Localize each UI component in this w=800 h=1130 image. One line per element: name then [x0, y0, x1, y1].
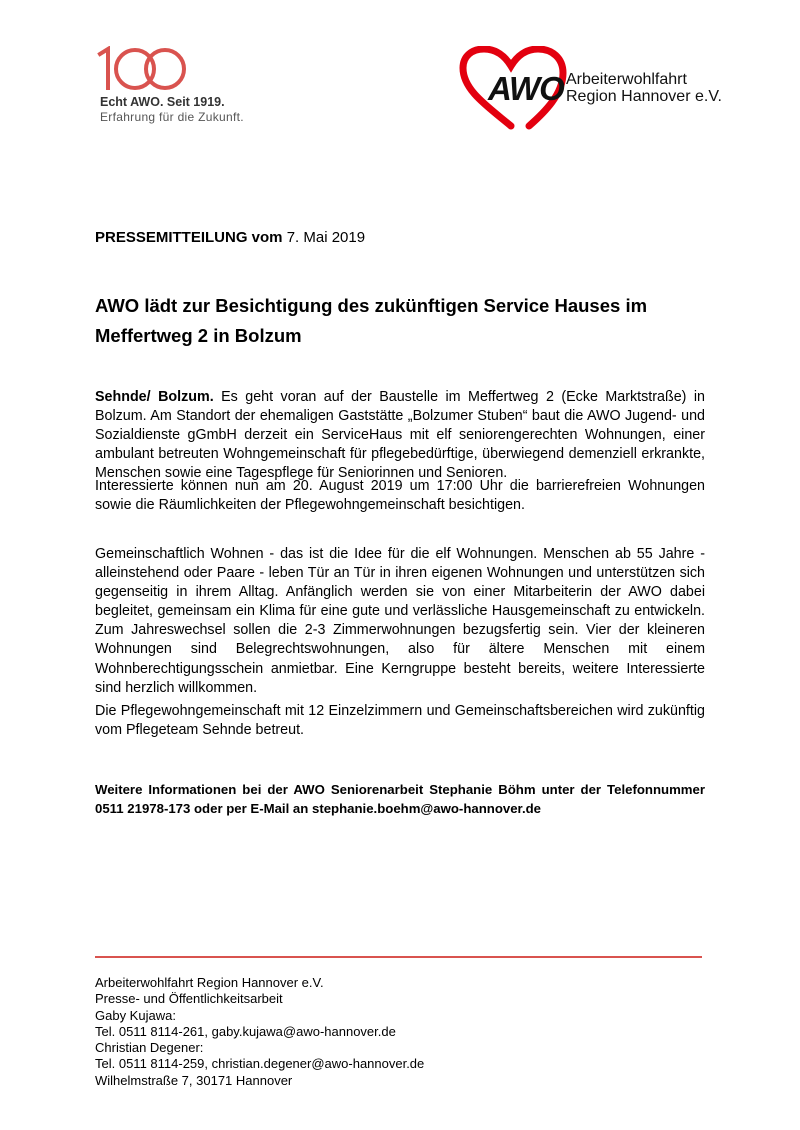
anniversary-slogan: Echt AWO. Seit 1919.	[100, 95, 225, 109]
anniversary-100-icon	[94, 46, 194, 92]
anniversary-tagline: Erfahrung für die Zukunft.	[100, 110, 244, 124]
awo-org-region: Region Hannover e.V.	[566, 88, 722, 105]
paragraph-visit: Interessierte können nun am 20. August 2019 um 17:00 Uhr die barrierefreien Wohnungen sowie die Räumlichkeiten der Pflegewohngemeinschaft besichtigen.	[95, 478, 705, 514]
paragraph-care: Die Pflegewohngemeinschaft mit 12 Einzelzimmern und Gemeinschaftsbereichen wird zukünftig vom Pflegeteam Sehnde betreut.	[95, 703, 705, 739]
press-release-label: PRESSEMITTEILUNG vom	[95, 229, 283, 246]
press-release-line	[95, 229, 365, 246]
awo-org-name: Arbeiterwohlfahrt	[566, 71, 687, 88]
headline: AWO lädt zur Besichtigung des zukünftigen Service Hauses im Meffertweg 2 in Bolzum	[95, 295, 648, 346]
footer-divider	[95, 956, 702, 958]
paragraph-intro	[95, 388, 705, 483]
footer-line: Wilhelmstraße 7, 30171 Hannover	[95, 1072, 293, 1088]
paragraph-community: Gemeinschaftlich Wohnen - das ist die Idee für die elf Wohnungen. Menschen ab 55 Jahre - alleinstehend oder Paare - leben Tür an Tür in ihren eigenen Wohnungen und unterstützen sich gegenseitig in ihrem Alltag. Anfänglich werden sie von einer Mitarbeiterin der AWO dabei begleitet, gemeinsam ein Klima für eine gute und verlässliche Hausgemeinschaft zu entwickeln. Zum Jahreswechsel sollen die 2-3 Zimmerwohnungen bezugsfertig sein. Vier der kleineren Wohnungen sind Belegrechtswohnungen, also für ältere Menschen mit einem Wohnberechtigungsschein anmietbar. Eine Kerngruppe besteht bereits, weitere Interessierte sind herzlich willkommen.	[95, 546, 705, 696]
footer-line: Christian Degener:	[95, 1040, 204, 1056]
footer-line: Tel. 0511 8114-259, christian.degener@awo-hannover.de	[95, 1056, 425, 1072]
footer-line: Arbeiterwohlfahrt Region Hannover e.V.	[95, 975, 324, 990]
awo-wordmark: AWO	[488, 70, 564, 107]
footer-line: Gaby Kujawa:	[95, 1007, 176, 1023]
footer-line: Tel. 0511 8114-261, gaby.kujawa@awo-hannover.de	[95, 1023, 396, 1039]
paragraph-intro-text: Es geht voran auf der Baustelle im Meffertweg 2 (Ecke Marktstraße) in Bolzum. Am Standort der ehemaligen Gaststätte „Bolzumer Stuben“ baut die AWO Jugend- und Sozialdienste gGmbH derzeit ein ServiceHaus mit elf seniorengerechten Wohnungen, einer ambulant betreuten Wohngemeinschaft für pflegebedürftige, überwiegend demenziell erkrankte, Menschen sowie eine Tagespflege für Seniorinnen und Senioren.	[95, 389, 705, 482]
press-release-date: 7. Mai 2019	[286, 229, 366, 246]
dateline: Sehnde/ Bolzum.	[95, 389, 214, 405]
contact-info: Weitere Informationen bei der AWO Seniorenarbeit Stephanie Böhm unter der Telefonnummer 0511 21978-173 oder per E-Mail an stephanie.boehm@awo-hannover.de	[95, 782, 705, 816]
footer-line: Presse- und Öffentlichkeitsarbeit	[95, 991, 283, 1007]
footer	[95, 975, 424, 1089]
